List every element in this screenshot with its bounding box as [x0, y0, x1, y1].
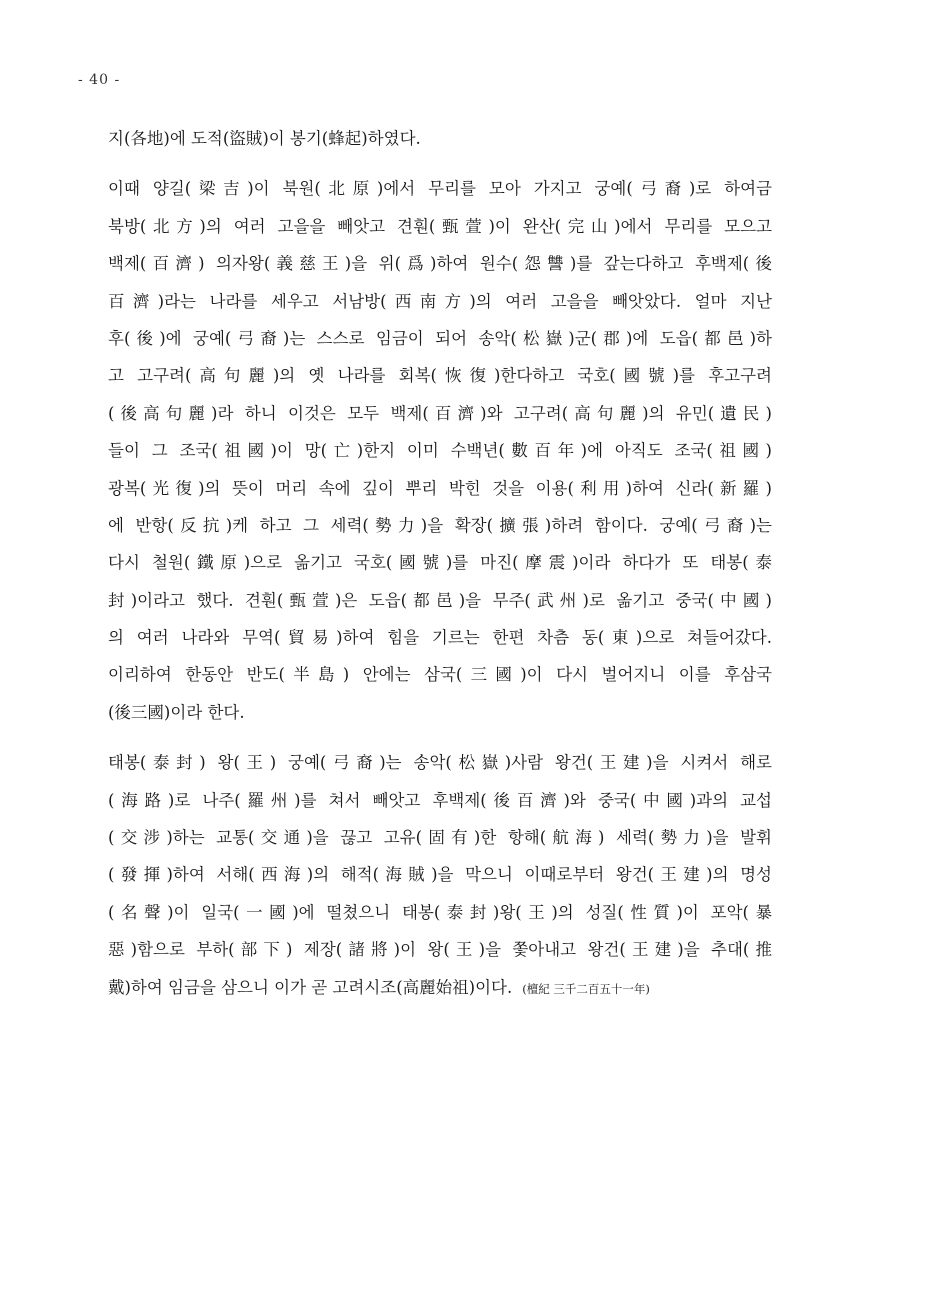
dangi-year-note: (檀紀 三千二百五十一年) [522, 981, 650, 996]
text-line: 이때 양길(梁吉)이 북원(北原)에서 무리를 모아 가지고 궁예(弓裔)로 하여금 [108, 179, 772, 199]
text-line: 封)이라고 했다. 견훤(甄萱)은 도읍(都邑)을 무주(武州)로 옮기고 중국(中國) [108, 590, 772, 610]
text-line: 이리하여 한동안 반도(半島) 안에는 삼국(三國)이 다시 벌어지니 이를 후삼국 [108, 665, 772, 685]
text-line: 고 고구려(高句麗)의 옛 나라를 회복(恢復)한다하고 국호(國號)를 후고구려 [108, 366, 772, 386]
page-number: - 40 - [78, 72, 121, 88]
paragraph-3 [108, 744, 772, 1006]
text-line: (發揮)하여 서해(西海)의 해적(海賊)을 막으니 이때로부터 왕건(王建)의 명성 [108, 865, 772, 885]
text-line: (交涉)하는 교통(交通)을 끊고 고유(固有)한 항해(航海) 세력(勢力)을 발휘 [108, 828, 772, 848]
text-line: 다시 철원(鐵原)으로 옮기고 국호(國號)를 마진(摩震)이라 하다가 또 태봉(泰 [108, 553, 772, 573]
text-line: 들이 그 조국(祖國)이 망(亡)한지 이미 수백년(數百年)에 아직도 조국(祖國) [108, 441, 772, 461]
text-line: 百濟)라는 나라를 세우고 서남방(西南方)의 여러 고을을 빼앗았다. 얼마 지난 [108, 291, 772, 311]
text-line: 지(各地)에 도적(盜賊)이 봉기(蜂起)하였다. [108, 129, 421, 148]
text-line: 태봉(泰封) 왕(王) 궁예(弓裔)는 송악(松嶽)사람 왕건(王建)을 시켜서 해로 [108, 753, 772, 773]
text-line: (後高句麗)라 하니 이것은 모두 백제(百濟)와 고구려(高句麗)의 유민(遺民) [108, 403, 772, 423]
paragraph-1 [108, 120, 772, 157]
text-line-with-note [108, 969, 772, 1006]
text-line: (海路)로 나주(羅州)를 쳐서 빼앗고 후백제(後百濟)와 중국(中國)과의 교섭 [108, 790, 772, 810]
paragraph-2 [108, 170, 772, 731]
text-line: (後三國)이라 한다. [108, 702, 245, 722]
text-line: 의 여러 나라와 무역(貿易)하여 힘을 기르는 한편 차츰 동(東)으로 쳐들어갔다. [108, 628, 772, 648]
text-line: 백제(百濟) 의자왕(義慈王)을 위(爲)하여 원수(怨讐)를 갚는다하고 후백제(後 [108, 254, 772, 274]
text-line: 후(後)에 궁예(弓裔)는 스스로 임금이 되어 송악(松嶽)군(郡)에 도읍(都邑)하 [108, 328, 772, 348]
text-line: 惡)함으로 부하(部下) 제장(諸將)이 왕(王)을 쫓아내고 왕건(王建)을 추대(推 [108, 940, 772, 960]
text-line: 북방(北方)의 여러 고을을 빼앗고 견훤(甄萱)이 완산(完山)에서 무리를 모으고 [108, 216, 772, 236]
text-line: 戴)하여 임금을 삼으니 이가 곧 고려시조(高麗始祖)이다. [108, 977, 513, 997]
document-body [108, 120, 772, 1019]
text-line: 에 반항(反抗)케 하고 그 세력(勢力)을 확장(擴張)하려 함이다. 궁예(弓裔)는 [108, 515, 772, 535]
text-line: (名聲)이 일국(一國)에 떨쳤으니 태봉(泰封)왕(王)의 성질(性質)이 포악(暴 [108, 902, 772, 922]
text-line: 광복(光復)의 뜻이 머리 속에 깊이 뿌리 박힌 것을 이용(利用)하여 신라(新羅) [108, 478, 772, 498]
